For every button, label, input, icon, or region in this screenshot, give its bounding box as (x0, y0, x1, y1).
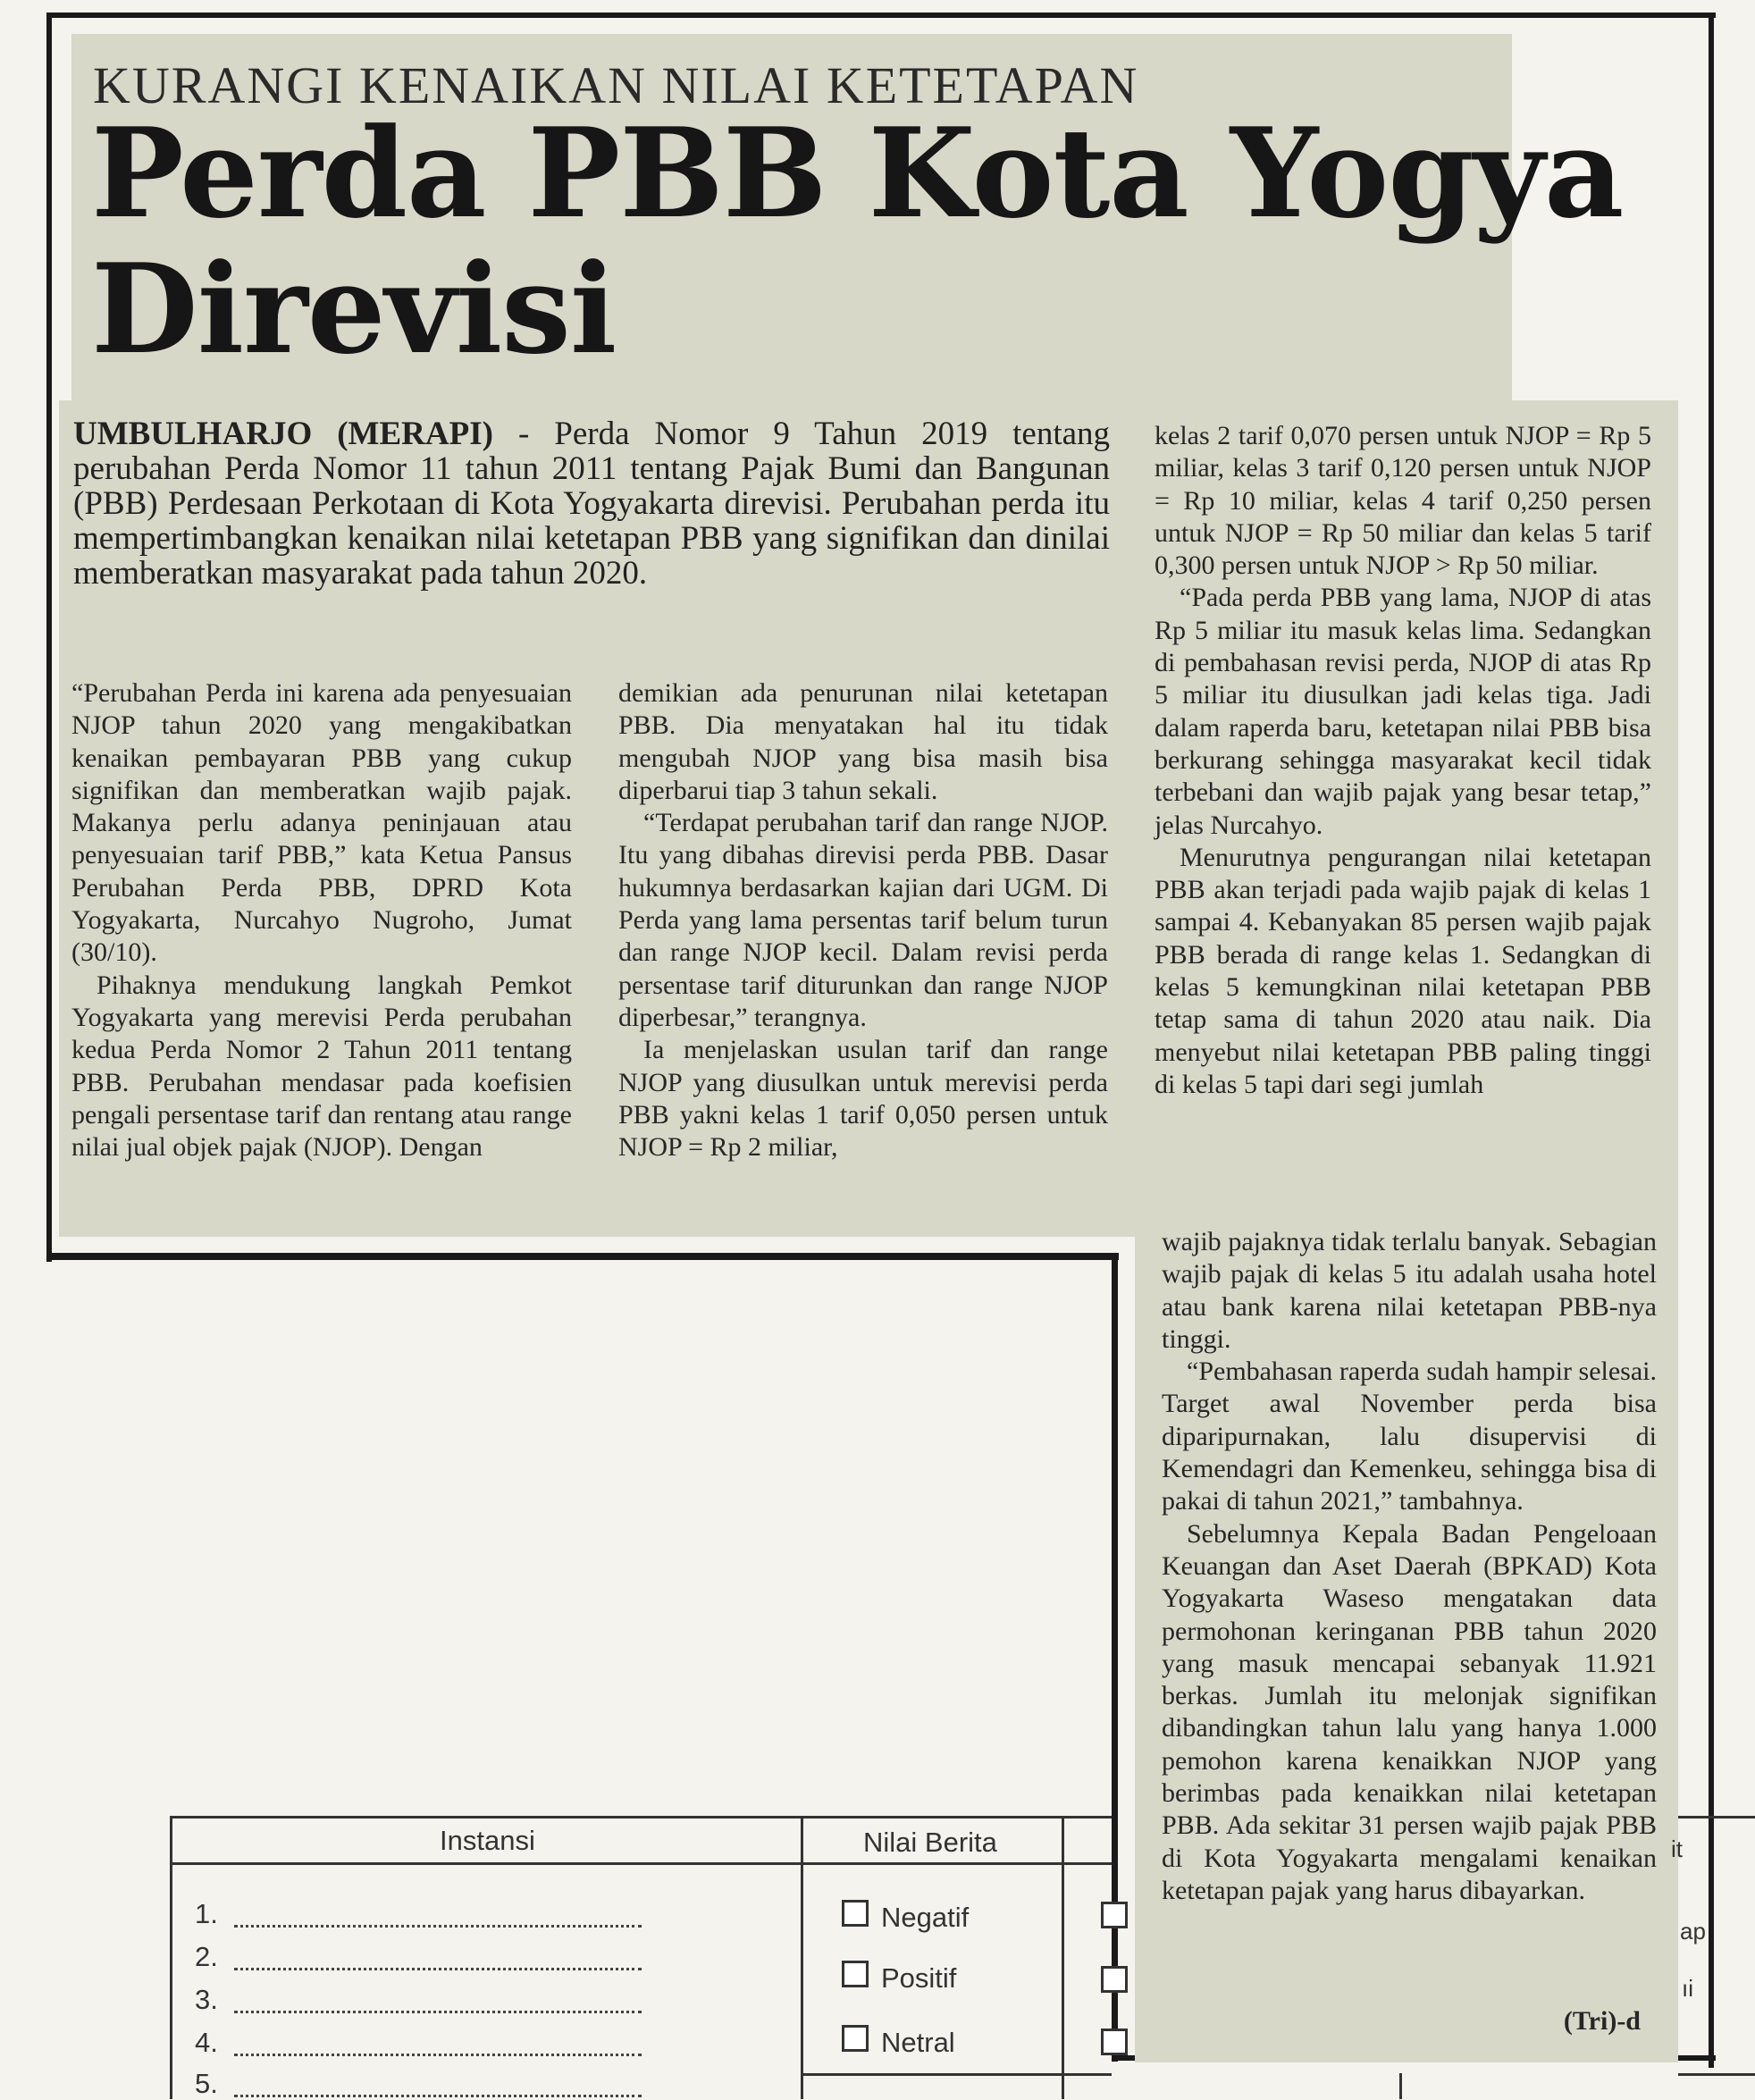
negatif-label: Negatif (881, 1902, 970, 1933)
article-column-3 (1155, 420, 1651, 1101)
article-byline: (Tri)-d (1563, 2005, 1641, 2036)
secondary-checkbox-3[interactable] (1101, 2029, 1128, 2055)
col4-para-2: “Pembahasan raperda sudah hampir selesai. Target awal November perda bisa diparipurnakan, lalu disupervisi di Kemendagri dan Kemenkeu, sehingga bisa di pakai di tahun 2021,” tambahnya. (1162, 1357, 1657, 1516)
negatif-checkbox[interactable] (842, 1900, 869, 1927)
frame-inner-vertical (1112, 1253, 1118, 2062)
form-row-2-field[interactable] (234, 1968, 642, 1970)
form-row-1-number: 1. (195, 1898, 218, 1929)
frame-middle-line (46, 1253, 1119, 1260)
form-row-2-number: 2. (195, 1941, 218, 1972)
frame-top-line (46, 13, 1716, 18)
article-headline (91, 100, 1624, 382)
article-column-4 (1162, 1226, 1657, 2036)
form-row-1-field[interactable] (234, 1925, 642, 1928)
col2-para-2: “Terdapat perubahan tarif dan range NJOP. Itu yang dibahas direvisi perda PBB. Dasar hukumnya berdasarkan kajian dari UGM. Di Perda yang lama persentas tarif belum turun dan range NJOP kecil. Dalam revisi perda persentase tarif diturunkan dan range NJOP diperbesar,” terangnya. (618, 808, 1108, 1032)
netral-label: Netral (881, 2027, 955, 2058)
form-left-border (170, 1816, 172, 2099)
article-dateline: UMBULHARJO (MERAPI) (73, 416, 493, 452)
col1-para-2: Pihaknya mendukung langkah Pemkot Yogyakarta yang merevisi Perda perubahan kedua Perda Nomor 2 Tahun 2011 tentang PBB. Perubahan mendasar pada koefisien pengali persentase tarif dan rentang atau range nilai jual objek pajak (NJOP). Dengan (71, 970, 572, 1163)
form-row-4-field[interactable] (234, 2054, 642, 2056)
edge-fragment-2: ap (1680, 1918, 1706, 1945)
col4-para-3: Sebelumnya Kepala Badan Pengeloaan Keuangan dan Aset Daerah (BPKAD) Kota Yogyakarta Waseso mengatakan data permohonan keringanan PBB tahun 2020 yang masuk mencapai sebanyak 11.921 berkas. Jumlah itu melonjak signifikan dibandingkan tahun lalu yang hanya 1.000 pemohon karena kenaikkan NJOP yang berimbas pada kenaikkan nilai ketetapan PBB. Ada sekitar 31 persen wajib pajak PBB di Kota Yogyakarta mengalami kenaikan ketetapan pajak yang harus dibayarkan. (1162, 1518, 1657, 1905)
headline-line-1: Perda PBB Kota Yogya (91, 100, 1624, 246)
col2-para-1: demikian ada penurunan nilai ketetapan PBB. Dia menyatakan hal itu tidak mengubah NJOP yang bisa masih bisa diperbarui tiap 3 tahun sekali. (618, 678, 1108, 805)
netral-checkbox[interactable] (842, 2025, 869, 2052)
form-row-5-field[interactable] (234, 2095, 642, 2097)
edge-fragment-3: ıi (1682, 1975, 1693, 2002)
col2-para-3: Ia menjelaskan usulan tarif dan range NJOP yang diusulkan untuk merevisi perda PBB yakni kelas 1 tarif 0,050 persen untuk NJOP = Rp 2 miliar, (618, 1035, 1108, 1163)
article-column-1 (71, 677, 572, 1163)
form-bottom-divider (801, 2073, 1112, 2076)
col1-para-1: “Perubahan Perda ini karena ada penyesuaian NJOP tahun 2020 yang mengakibatkan kenaikan pembayaran PBB yang cukup signifikan dan memberatkan wajib pajak. Makanya perlu adanya peninjauan atau penyesuaian tarif PBB,” kata Ketua Pansus Perubahan Perda PBB, DPRD Kota Yogyakarta, Nurcahyo Nugroho, Jumat (30/10). (71, 678, 572, 968)
form-bottom-right-divider (1399, 2073, 1402, 2099)
form-row-4-number: 4. (195, 2027, 218, 2058)
headline-line-2: Direvisi (91, 236, 617, 382)
article-lead (73, 416, 1110, 591)
article-column-2 (618, 677, 1108, 1163)
form-top-border-right (1678, 1816, 1755, 1819)
form-row-3-field[interactable] (234, 2011, 642, 2013)
form-top-border (170, 1816, 1112, 1819)
col3-para-3: Menurutnya pengurangan nilai ketetapan PBB akan terjadi pada wajib pajak di kelas 1 sampai 4. Kebanyakan 85 persen wajib pajak PBB berada di range kelas 1. Sedangkan di kelas 5 kemungkinan nilai ketetapan PBB tetap sama di tahun 2020 atau naik. Dia menyebut nilai ketetapan PBB paling tinggi di kelas 5 tapi dari segi jumlah (1155, 842, 1651, 1099)
form-header-divider (170, 1862, 1112, 1865)
form-column-divider-2 (1062, 1816, 1064, 2099)
article-kicker: KURANGI KENAIKAN NILAI KETETAPAN (93, 56, 1139, 114)
col3-para-1: kelas 2 tarif 0,070 persen untuk NJOP = Rp 5 miliar, kelas 3 tarif 0,120 persen untuk NJOP = Rp 10 miliar, kelas 4 tarif 0,250 persen untuk NJOP = Rp 50 miliar dan kelas 5 tarif 0,300 persen untuk NJOP > Rp 50 miliar. (1155, 421, 1651, 581)
form-column-divider (801, 1816, 803, 2099)
form-row-5-number: 5. (195, 2068, 218, 2099)
edge-fragment-1: it (1671, 1835, 1683, 1862)
positif-checkbox[interactable] (842, 1961, 869, 1987)
form-header-instansi: Instansi (440, 1825, 535, 1856)
frame-left-line (46, 13, 52, 1262)
form-right-frag-line (1678, 2073, 1755, 2076)
form-header-nilai-berita: Nilai Berita (863, 1827, 997, 1858)
col3-para-2: “Pada perda PBB yang lama, NJOP di atas Rp 5 miliar itu masuk kelas lima. Sedangkan di pembahasan revisi perda, NJOP di atas Rp 5 miliar itu diusulkan jadi kelas tiga. Jadi dalam raperda baru, ketetapan nilai PBB bisa berkurang sehingga masyarakat kecil tidak terbebani dan wajib pajak yang besar tetap,” jelas Nurcahyo. (1155, 583, 1651, 840)
col4-para-1: wajib pajaknya tidak terlalu banyak. Sebagian wajib pajak di kelas 5 itu adalah usaha hotel atau bank karena nilai ketetapan PBB-nya tinggi. (1162, 1227, 1657, 1354)
secondary-checkbox-2[interactable] (1101, 1966, 1128, 1993)
secondary-checkbox-1[interactable] (1101, 1902, 1128, 1928)
article-lead-text: - Perda Nomor 9 Tahun 2019 tentang perubahan Perda Nomor 11 tahun 2011 tentang Pajak Bumi dan Bangunan (PBB) Perdesaan Perkotaan di Kota Yogyakarta direvisi. Perubahan perda itu mempertimbangkan kenaikan nilai ketetapan PBB yang signifikan dan dinilai memberatkan masyarakat pada tahun 2020. (73, 416, 1111, 592)
form-row-3-number: 3. (195, 1984, 218, 2015)
frame-right-line (1709, 13, 1714, 2068)
positif-label: Positif (881, 1962, 957, 1994)
